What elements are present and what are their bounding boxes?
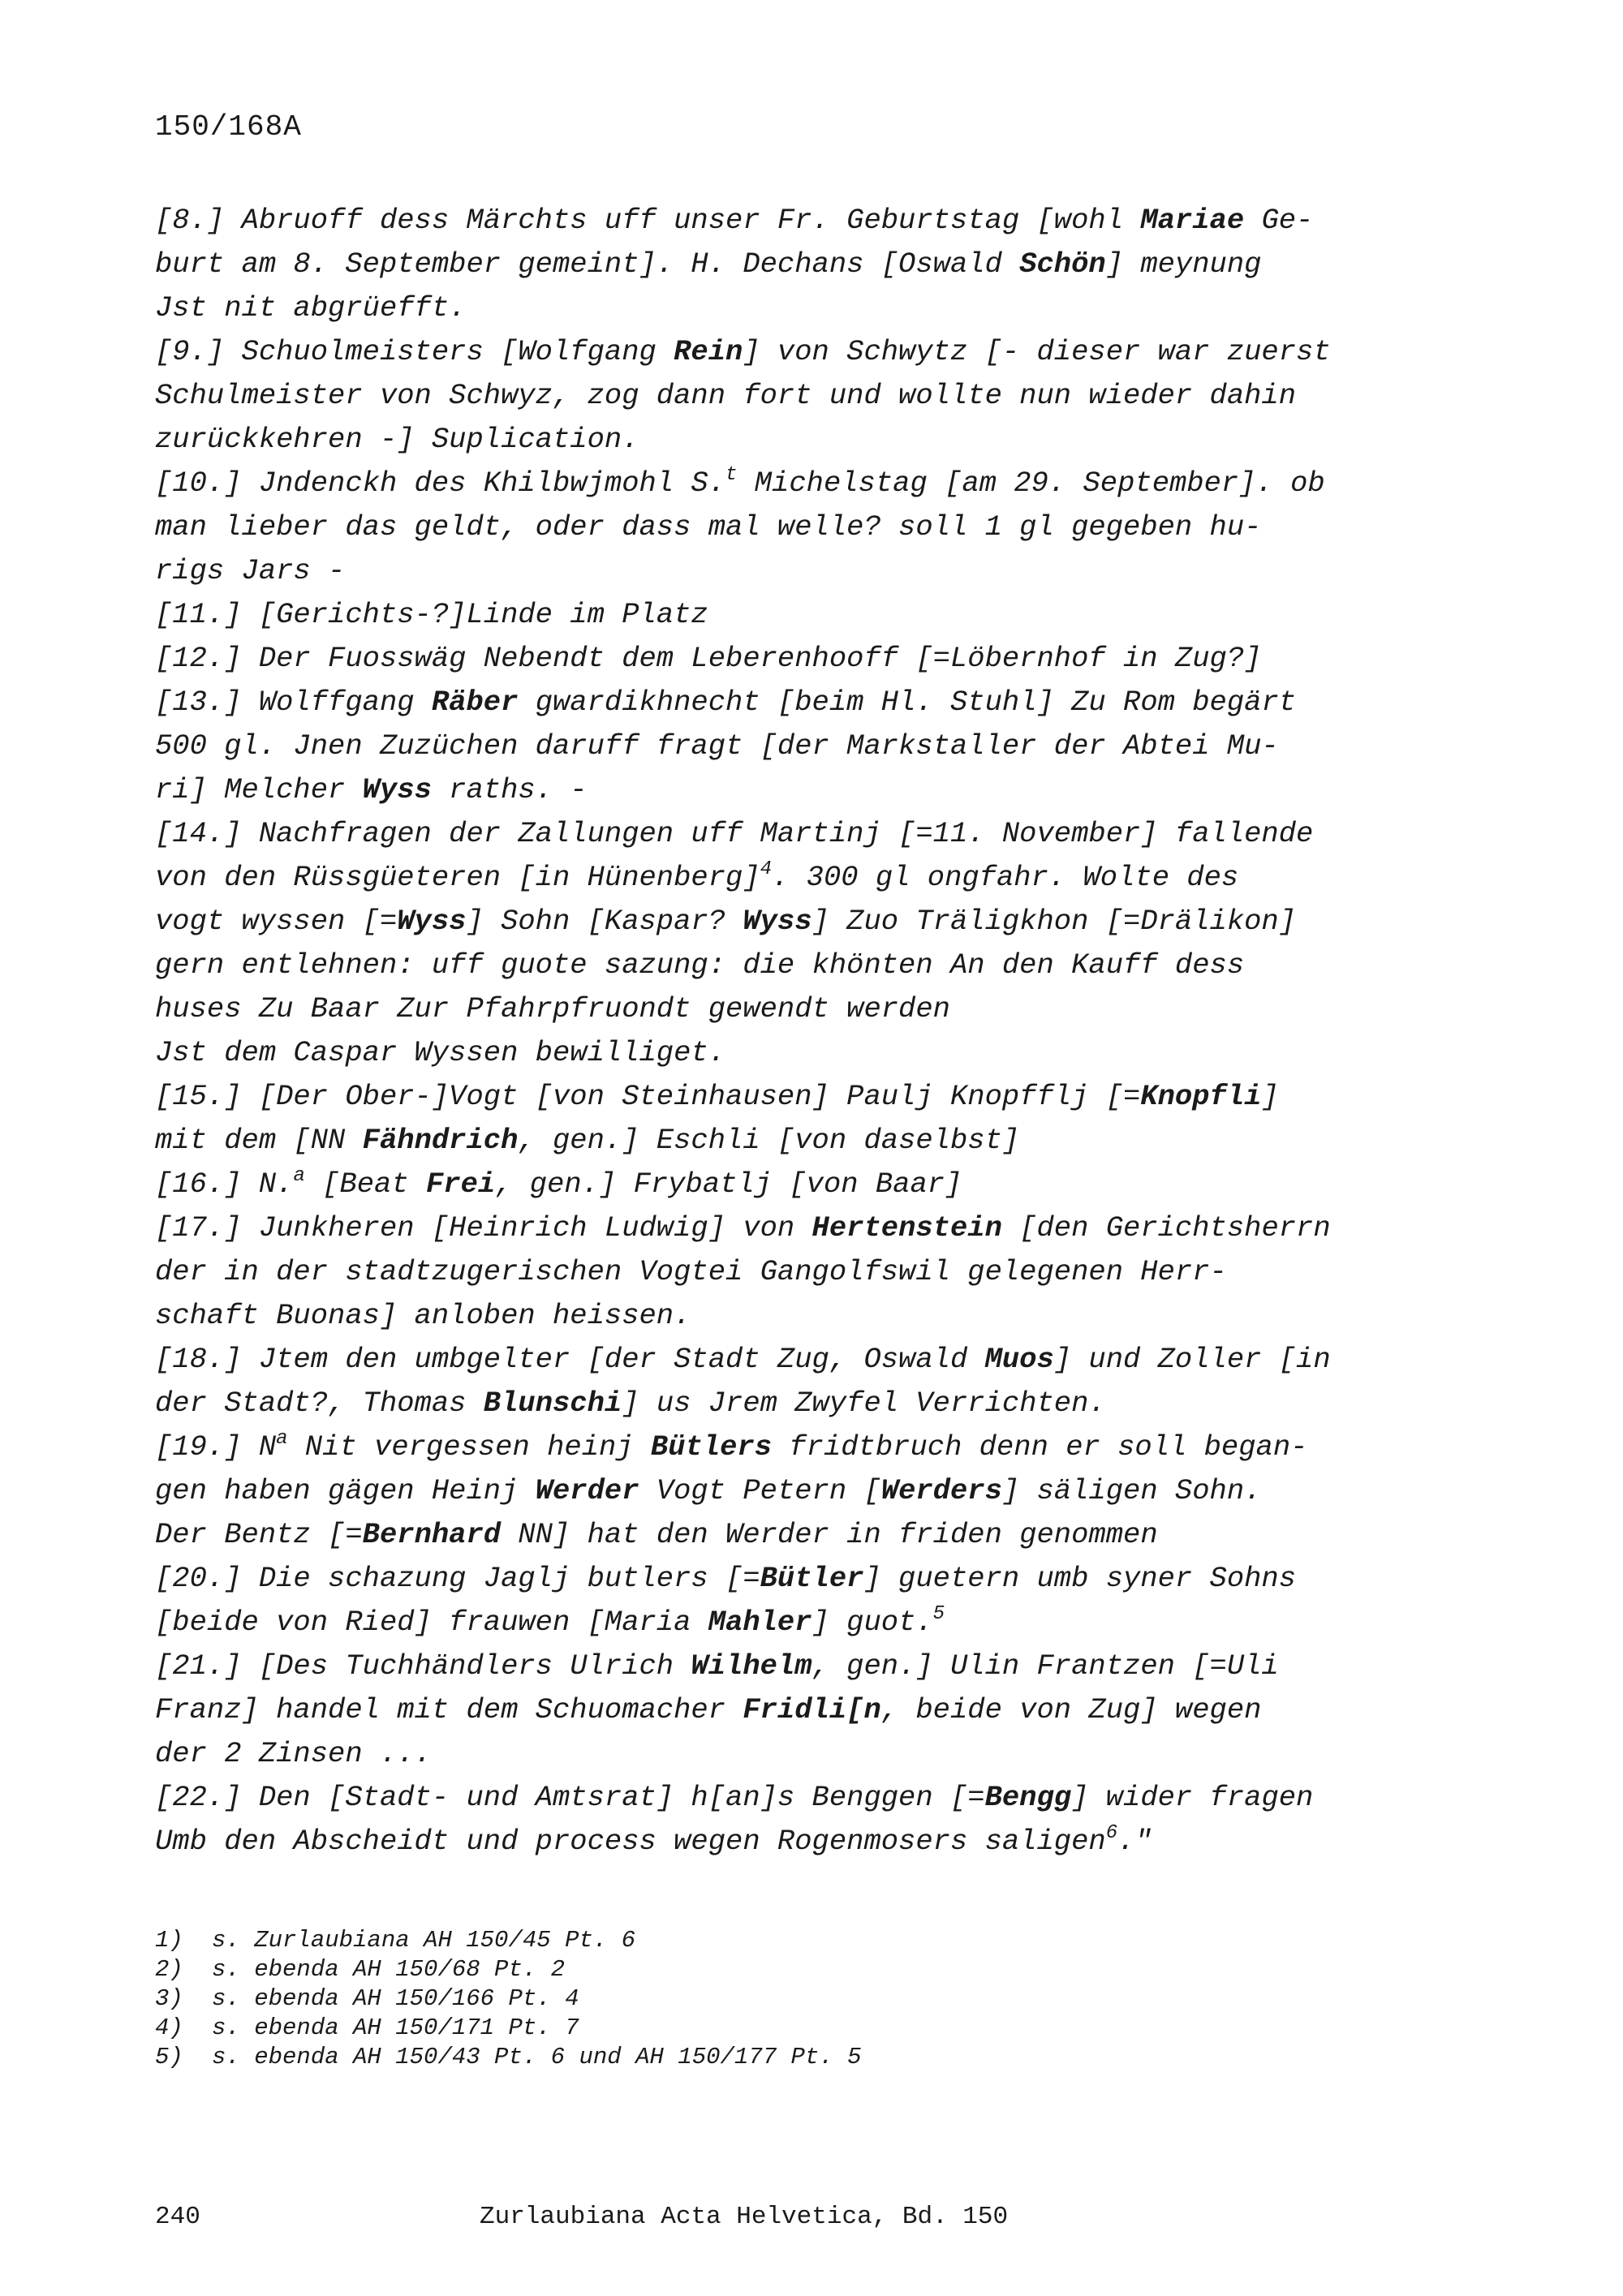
entry-text: zurückkehren -] Suplication. <box>155 423 639 456</box>
entry-text: der Stadt?, Thomas <box>155 1387 484 1420</box>
entry-text: ] us Jrem Zwyfel Verrichten. <box>622 1387 1106 1420</box>
entry-text: Vogt Petern [ <box>639 1474 881 1507</box>
publication-title: Zurlaubiana Acta Helvetica, Bd. 150 <box>480 2203 1009 2231</box>
protocol-entry <box>155 1075 1421 1163</box>
footnote-text: s. ebenda AH 150/43 Pt. 6 und AH 150/177 Pt. 5 <box>212 2044 862 2070</box>
footnote <box>155 2014 862 2043</box>
bold-name: Blunschi <box>483 1387 622 1420</box>
entry-text: Jst dem Caspar Wyssen bewilliget. <box>155 1036 726 1069</box>
entry-text: , beide von Zug] wegen <box>880 1693 1262 1726</box>
bold-name: Bütlers <box>650 1430 773 1464</box>
entry-text: Michelstag [am 29. September]. ob <box>737 467 1325 500</box>
bold-name: Wyss <box>397 905 467 938</box>
footnote-text: s. ebenda AH 150/171 Pt. 7 <box>212 2014 579 2041</box>
entry-text: von den Rüssgüeteren [in Hünenberg] <box>155 861 760 894</box>
entry-line <box>155 1732 1421 1776</box>
entry-line <box>155 1382 1421 1425</box>
entry-text: [21.] [Des Tuchhändlers Ulrich <box>155 1649 691 1683</box>
footnote <box>155 1955 862 1984</box>
entry-line <box>155 462 1421 505</box>
entry-line <box>155 593 1421 637</box>
entry-line <box>155 1250 1421 1294</box>
entry-text: [beide von Ried] frauwen [Maria <box>155 1606 708 1639</box>
bold-name: Werders <box>880 1474 1002 1507</box>
entry-text: gern entlehnen: uff guote sazung: die khönten An den Kauff dess <box>155 948 1245 982</box>
entry-line <box>155 286 1421 330</box>
bold-name: Bengg <box>984 1781 1072 1814</box>
bold-name: Knopfli <box>1140 1080 1262 1113</box>
bold-name: Schön <box>1019 247 1106 281</box>
entry-line <box>155 1645 1421 1688</box>
entry-text: der 2 Zinsen ... <box>155 1737 432 1770</box>
bold-name: Bütler <box>760 1562 864 1595</box>
protocol-entry <box>155 1425 1421 1557</box>
bold-name: Muos <box>984 1343 1054 1376</box>
entry-text: ] guetern umb syner Sohns <box>863 1562 1297 1595</box>
protocol-entry <box>155 681 1421 812</box>
entry-line <box>155 1469 1421 1513</box>
entry-text: . 300 gl ongfahr. Wolte des <box>772 861 1239 894</box>
entry-text: man lieber das geldt, oder dass mal welle? soll 1 gl gegeben hu- <box>155 510 1262 544</box>
bold-name: Bernhard <box>362 1518 502 1551</box>
bold-name: Wyss <box>743 905 812 938</box>
entry-text: ] Zuo Träligkhon [=Drälikon] <box>812 905 1297 938</box>
entry-text: , gen.] Ulin Frantzen [=Uli <box>812 1649 1279 1683</box>
protocol-entry <box>155 1206 1421 1338</box>
bold-name: Wyss <box>362 773 432 806</box>
entry-text: [15.] [Der Ober-]Vogt [von Steinhausen] Paulj Knopfflj [= <box>155 1080 1141 1113</box>
entry-line <box>155 549 1421 593</box>
entry-line <box>155 505 1421 549</box>
entry-text: burt am 8. September gemeint]. H. Dechans [Oswald <box>155 247 1020 281</box>
entry-text: Der Bentz [= <box>155 1518 363 1551</box>
footnote-number: 3) <box>155 1985 183 2012</box>
protocol-entry <box>155 1645 1421 1776</box>
protocol-entry <box>155 1557 1421 1645</box>
protocol-entry <box>155 1338 1421 1425</box>
footnote-number: 2) <box>155 1956 183 1983</box>
entry-text: ." <box>1117 1825 1152 1858</box>
entry-text: der in der stadtzugerischen Vogtei Gangolfswil gelegenen Herr- <box>155 1255 1227 1288</box>
bold-name: Fridli[n <box>743 1693 881 1726</box>
entry-line <box>155 1557 1421 1601</box>
footnote-text: s. ebenda AH 150/166 Pt. 4 <box>212 1985 579 2012</box>
protocol-entry <box>155 637 1421 681</box>
entry-text: [18.] Jtem den umbgelter [der Stadt Zug, Oswald <box>155 1343 985 1376</box>
entry-line <box>155 944 1421 987</box>
bold-name: Fähndrich <box>362 1124 519 1157</box>
superscript: t <box>725 464 738 486</box>
superscript: 6 <box>1105 1822 1118 1844</box>
entry-text: [9.] Schuolmeisters [Wolfgang <box>155 335 674 368</box>
entry-line <box>155 900 1421 944</box>
footnote-text: s. Zurlaubiana AH 150/45 Pt. 6 <box>212 1927 636 1954</box>
entry-text: ] und Zoller [in <box>1053 1343 1331 1376</box>
bold-name: Mahler <box>708 1606 812 1639</box>
protocol-entry <box>155 462 1421 593</box>
entry-text: [den Gerichtsherrn <box>1001 1211 1331 1245</box>
protocol-entry <box>155 593 1421 637</box>
footnotes <box>155 1926 862 2072</box>
entry-text: [16.] N. <box>155 1167 294 1201</box>
footnote <box>155 1984 862 2014</box>
bold-name: Mariae <box>1140 204 1245 237</box>
entry-text: gwardikhnecht [beim Hl. Stuhl] Zu Rom begärt <box>518 686 1297 719</box>
entry-text: mit dem [NN <box>155 1124 363 1157</box>
entry-text: [Beat <box>304 1167 426 1201</box>
entry-line <box>155 418 1421 462</box>
entry-text: 500 gl. Jnen Zuzüchen daruff fragt [der Markstaller der Abtei Mu- <box>155 729 1279 763</box>
entry-text: [8.] Abruoff dess Märchts uff unser Fr. Geburtstag [wohl <box>155 204 1141 237</box>
entry-text: [22.] Den [Stadt- und Amtsrat] h[an]s Benggen [= <box>155 1781 985 1814</box>
entry-text: [20.] Die schazung Jaglj butlers [= <box>155 1562 760 1595</box>
footnote-number: 5) <box>155 2044 183 2070</box>
entry-line <box>155 1119 1421 1163</box>
entry-text: , gen.] Eschli [von daselbst] <box>518 1124 1020 1157</box>
entry-line <box>155 1820 1421 1864</box>
footnote-number: 1) <box>155 1927 183 1954</box>
entry-text: NN] hat den Werder in friden genommen <box>501 1518 1158 1551</box>
entry-line <box>155 856 1421 900</box>
entry-text: , gen.] Frybatlj [von Baar] <box>495 1167 962 1201</box>
bold-name: Werder <box>535 1474 639 1507</box>
footnote <box>155 2043 862 2072</box>
bold-name: Hertenstein <box>812 1211 1002 1245</box>
entry-text: [14.] Nachfragen der Zallungen uff Martinj [=11. November] fallende <box>155 817 1314 850</box>
entry-text: ] <box>1261 1080 1279 1113</box>
entry-line <box>155 1425 1421 1469</box>
page-footer <box>155 2203 1008 2231</box>
entry-text: [11.] [Gerichts-?]Linde im Platz <box>155 598 708 631</box>
entry-text: [10.] Jndenckh des Khilbwjmohl S. <box>155 467 726 500</box>
entry-line <box>155 1688 1421 1732</box>
entry-line <box>155 768 1421 812</box>
entry-text: gen haben gägen Heinj <box>155 1474 536 1507</box>
entry-text: Nit vergessen heinj <box>287 1430 651 1464</box>
footnote-text: s. ebenda AH 150/68 Pt. 2 <box>212 1956 566 1983</box>
entry-text: ri] Melcher <box>155 773 363 806</box>
entry-text: ] guot. <box>812 1606 933 1639</box>
entry-text: rigs Jars - <box>155 554 346 587</box>
entry-text: [12.] Der Fuosswäg Nebendt dem Leberenhooff [=Löbernhof in Zug?] <box>155 642 1262 675</box>
entry-line <box>155 330 1421 374</box>
entry-line <box>155 374 1421 418</box>
page-reference: 150/168A <box>155 110 302 144</box>
entry-text: huses Zu Baar Zur Pfahrpfruondt gewendt werden <box>155 992 950 1025</box>
superscript: a <box>276 1428 288 1450</box>
entry-text: [19.] N <box>155 1430 277 1464</box>
entry-line <box>155 724 1421 768</box>
footnote-number: 4) <box>155 2014 183 2041</box>
entry-text: ] wider fragen <box>1071 1781 1314 1814</box>
entry-line <box>155 1776 1421 1820</box>
entry-line <box>155 1513 1421 1557</box>
protocol-entry <box>155 1776 1421 1864</box>
entry-line <box>155 199 1421 243</box>
footnote <box>155 1926 862 1955</box>
entry-line <box>155 1338 1421 1382</box>
entry-text: raths. - <box>431 773 588 806</box>
entry-text: Schulmeister von Schwyz, zog dann fort und wollte nun wieder dahin <box>155 379 1297 412</box>
protocol-entry <box>155 812 1421 1075</box>
entry-text: fridtbruch denn er soll began- <box>772 1430 1308 1464</box>
entry-text: schaft Buonas] anloben heissen. <box>155 1299 691 1332</box>
entry-text: ] von Schwytz [- dieser war zuerst <box>743 335 1331 368</box>
entry-line <box>155 243 1421 286</box>
bold-name: Frei <box>425 1167 496 1201</box>
protocol-entry <box>155 1163 1421 1206</box>
superscript: 4 <box>760 858 773 880</box>
entry-text: Jst nit abgrüefft. <box>155 291 467 325</box>
entry-text: ] meynung <box>1105 247 1262 281</box>
entry-line <box>155 987 1421 1031</box>
entry-line <box>155 681 1421 724</box>
entry-line <box>155 637 1421 681</box>
entry-line <box>155 1163 1421 1206</box>
entry-line <box>155 1031 1421 1075</box>
page-number: 240 <box>155 2203 200 2231</box>
bold-name: Räber <box>431 686 519 719</box>
entry-text: Ge- <box>1244 204 1314 237</box>
superscript: a <box>293 1165 305 1187</box>
entry-text: Umb den Abscheidt und process wegen Rogenmosers saligen <box>155 1825 1106 1858</box>
entry-line <box>155 1206 1421 1250</box>
entry-line <box>155 1075 1421 1119</box>
entry-text: ] säligen Sohn. <box>1001 1474 1262 1507</box>
entry-text: [13.] Wolffgang <box>155 686 432 719</box>
entry-text: ] Sohn [Kaspar? <box>466 905 743 938</box>
protocol-entry <box>155 330 1421 462</box>
protocol-entries <box>155 199 1421 1864</box>
entry-line <box>155 812 1421 856</box>
entry-text: Franz] handel mit dem Schuomacher <box>155 1693 743 1726</box>
entry-text: vogt wyssen [= <box>155 905 398 938</box>
entry-line <box>155 1294 1421 1338</box>
protocol-entry <box>155 199 1421 330</box>
entry-text: [17.] Junkheren [Heinrich Ludwig] von <box>155 1211 812 1245</box>
bold-name: Wilhelm <box>691 1649 812 1683</box>
superscript: 5 <box>932 1603 945 1625</box>
entry-line <box>155 1601 1421 1645</box>
bold-name: Rein <box>674 335 743 368</box>
